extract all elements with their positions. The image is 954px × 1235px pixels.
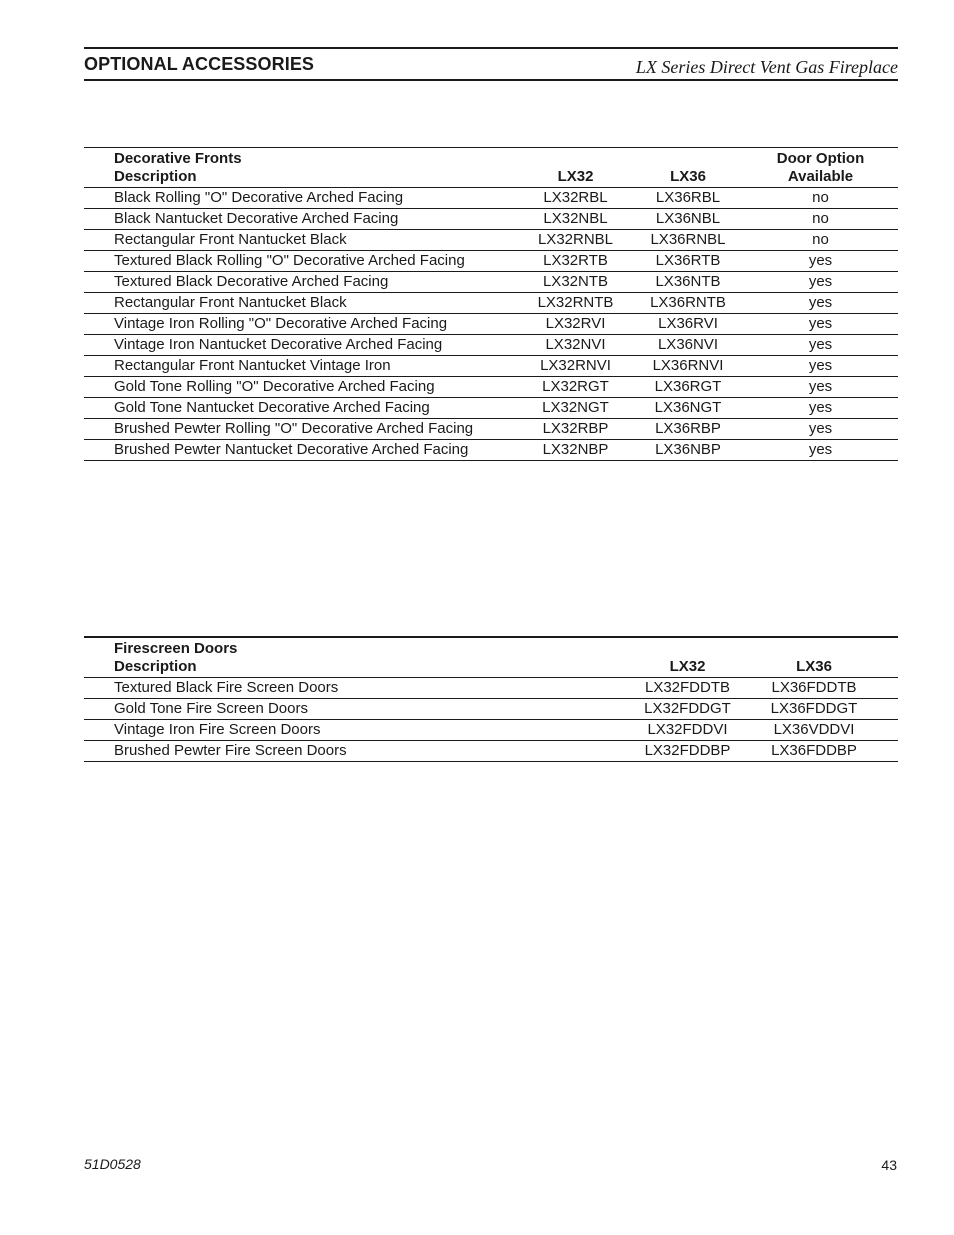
table-cell: LX32NBL [518, 209, 633, 230]
table-cell: LX32NBP [518, 440, 633, 461]
table-cell: LX32RBL [518, 188, 633, 209]
table-cell: yes [743, 293, 898, 314]
table-row [84, 272, 898, 293]
table-cell: LX32FDDBP [630, 741, 745, 762]
table-cell: LX36NGT [633, 398, 743, 419]
table-cell: Vintage Iron Fire Screen Doors [84, 720, 630, 741]
table-cell: Rectangular Front Nantucket Vintage Iron [84, 356, 518, 377]
table-cell: Gold Tone Rolling "O" Decorative Arched Facing [84, 377, 518, 398]
table-cell: Brushed Pewter Nantucket Decorative Arched Facing [84, 440, 518, 461]
table-cell-spacer [883, 720, 898, 741]
table-cell: LX36RNVI [633, 356, 743, 377]
table-header-row [84, 148, 898, 188]
table-row [84, 188, 898, 209]
table-cell: yes [743, 356, 898, 377]
table-row [84, 699, 898, 720]
table-cell: LX36NBP [633, 440, 743, 461]
table-cell: Vintage Iron Nantucket Decorative Arched Facing [84, 335, 518, 356]
table-cell: LX32RNBL [518, 230, 633, 251]
table-row [84, 335, 898, 356]
table-cell: Textured Black Rolling "O" Decorative Arched Facing [84, 251, 518, 272]
table-row [84, 377, 898, 398]
table-cell: LX36RTB [633, 251, 743, 272]
table-cell: yes [743, 335, 898, 356]
table-cell: Brushed Pewter Fire Screen Doors [84, 741, 630, 762]
table-cell: LX32RNTB [518, 293, 633, 314]
table-cell-spacer [883, 678, 898, 699]
document-number: 51D0528 [84, 1156, 141, 1172]
table-cell-spacer [883, 741, 898, 762]
table-cell: yes [743, 398, 898, 419]
column-header-lx32: LX32 [630, 637, 745, 678]
column-header-lx32: LX32 [518, 148, 633, 188]
table-cell: Textured Black Decorative Arched Facing [84, 272, 518, 293]
table-cell: Brushed Pewter Rolling "O" Decorative Arched Facing [84, 419, 518, 440]
table-row [84, 419, 898, 440]
table-cell: Vintage Iron Rolling "O" Decorative Arched Facing [84, 314, 518, 335]
decorative-fronts-table [84, 147, 898, 461]
table-cell: LX32FDDGT [630, 699, 745, 720]
page-header [84, 47, 898, 81]
table-row [84, 293, 898, 314]
table-cell: LX36RVI [633, 314, 743, 335]
column-header-description: Firescreen Doors Description [84, 637, 630, 678]
table-cell: Gold Tone Fire Screen Doors [84, 699, 630, 720]
table-cell: yes [743, 314, 898, 335]
table-cell: LX32FDDVI [630, 720, 745, 741]
group-label: Firescreen Doors [114, 640, 238, 657]
table-row [84, 440, 898, 461]
column-header-lx36: LX36 [745, 637, 883, 678]
column-header-description: Decorative Fronts Description [84, 148, 518, 188]
table-cell: LX36RNBL [633, 230, 743, 251]
table-row [84, 230, 898, 251]
table-row [84, 720, 898, 741]
table-row [84, 741, 898, 762]
table-cell: Rectangular Front Nantucket Black [84, 293, 518, 314]
table-row [84, 251, 898, 272]
table-cell: no [743, 188, 898, 209]
column-header-door-option: Door Option Available [743, 148, 898, 188]
document-title: LX Series Direct Vent Gas Fireplace [635, 57, 898, 77]
table-cell: LX36RBP [633, 419, 743, 440]
table-cell: LX36NTB [633, 272, 743, 293]
table-cell: yes [743, 272, 898, 293]
table-cell: Black Rolling "O" Decorative Arched Facing [84, 188, 518, 209]
table-cell: Gold Tone Nantucket Decorative Arched Facing [84, 398, 518, 419]
column-spacer [883, 637, 898, 678]
table-cell: LX36FDDBP [745, 741, 883, 762]
table-row [84, 356, 898, 377]
table-cell: LX36RBL [633, 188, 743, 209]
section-title: OPTIONAL ACCESSORIES [84, 54, 315, 74]
table-cell: LX32RTB [518, 251, 633, 272]
table-cell: LX36NBL [633, 209, 743, 230]
table-cell-spacer [883, 699, 898, 720]
table-cell: LX36RGT [633, 377, 743, 398]
table-row [84, 314, 898, 335]
table-header-row [84, 637, 898, 678]
table-cell: LX36NVI [633, 335, 743, 356]
table-cell: LX32RNVI [518, 356, 633, 377]
page-number: 43 [881, 1157, 897, 1173]
table-cell: LX32FDDTB [630, 678, 745, 699]
table-cell: no [743, 230, 898, 251]
table-cell: LX36RNTB [633, 293, 743, 314]
table-cell: Black Nantucket Decorative Arched Facing [84, 209, 518, 230]
table-row [84, 678, 898, 699]
table-cell: yes [743, 440, 898, 461]
table-cell: LX32NGT [518, 398, 633, 419]
table-cell: LX36VDDVI [745, 720, 883, 741]
table-cell: LX36FDDTB [745, 678, 883, 699]
table-cell: Rectangular Front Nantucket Black [84, 230, 518, 251]
group-label: Decorative Fronts [114, 150, 242, 167]
table-row [84, 398, 898, 419]
table-row [84, 209, 898, 230]
table-cell: LX32RGT [518, 377, 633, 398]
table-cell: LX32NVI [518, 335, 633, 356]
table-cell: LX32NTB [518, 272, 633, 293]
table-cell: LX36FDDGT [745, 699, 883, 720]
table-cell: yes [743, 377, 898, 398]
table-cell: LX32RBP [518, 419, 633, 440]
table-cell: yes [743, 419, 898, 440]
column-header-lx36: LX36 [633, 148, 743, 188]
table-cell: LX32RVI [518, 314, 633, 335]
table-cell: yes [743, 251, 898, 272]
table-cell: Textured Black Fire Screen Doors [84, 678, 630, 699]
table-cell: no [743, 209, 898, 230]
firescreen-doors-table [84, 636, 898, 762]
